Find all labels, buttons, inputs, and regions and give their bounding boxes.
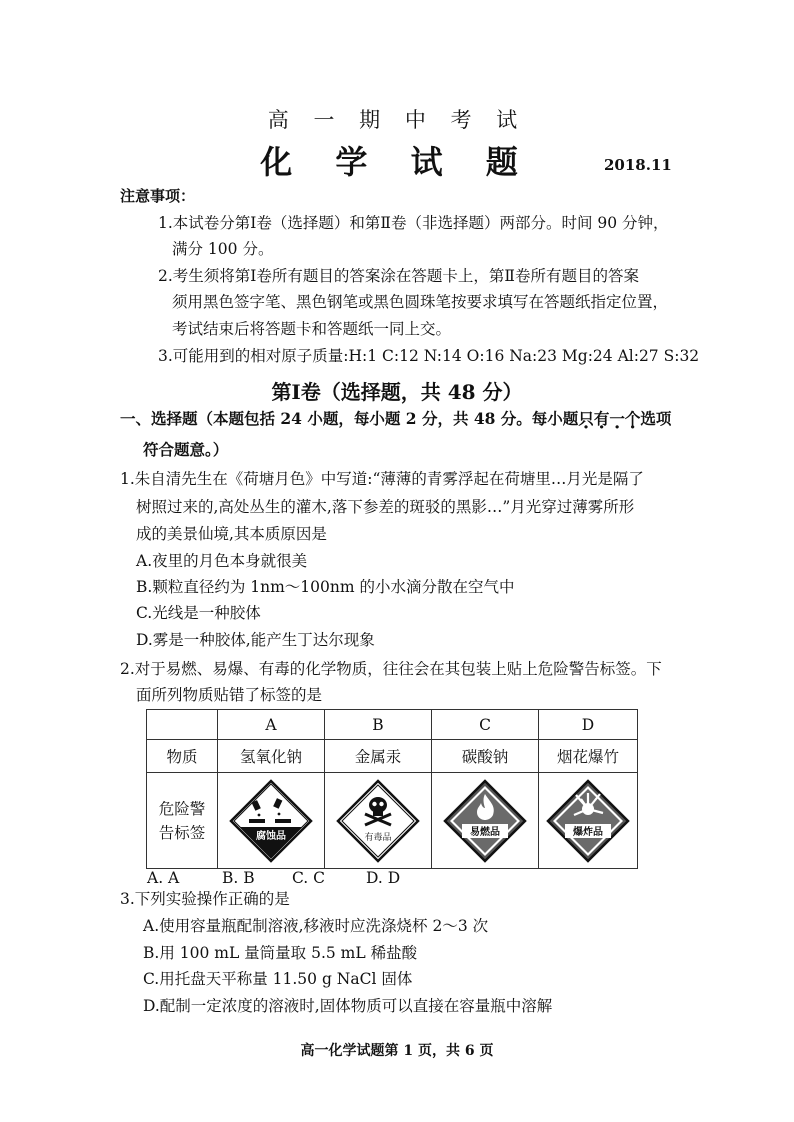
- notice-item-2-line-3: 考试结束后将答题卡和答题纸一同上交。: [172, 320, 452, 338]
- exam-subtitle: 高 一 期 中 考 试: [267, 108, 527, 132]
- q1-option-d: D.雾是一种胶体,能产生丁达尔现象: [136, 631, 375, 649]
- notice-item-2-line-2: 须用黑色签字笔、黑色钢笔或黑色圆珠笔按要求填写在答题纸指定位置，: [172, 293, 669, 311]
- section-title: 第Ⅰ卷（选择题，共 48 分）: [271, 380, 523, 404]
- substance-c: 碳酸钠: [432, 740, 539, 773]
- notice-item-1-line-1: 1.本试卷分第Ⅰ卷（选择题）和第Ⅱ卷（非选择题）两部分。时间 90 分钟，: [158, 214, 669, 232]
- explosive-sign-cell: [539, 773, 638, 869]
- explosion-icon: [546, 779, 630, 863]
- q3-stem: 3.下列实验操作正确的是: [120, 890, 290, 908]
- emphasis-char: 只: [578, 409, 594, 428]
- q1-stem-line-1: 1.朱自清先生在《荷塘月色》中写道:“薄薄的青雾浮起在荷塘里…月光是隔了: [120, 470, 644, 488]
- toxic-sign-cell: [325, 773, 432, 869]
- substance-a: 氢氧化钠: [218, 740, 325, 773]
- notice-heading: 注意事项：: [120, 187, 196, 205]
- exam-title: 化 学 试 题: [260, 143, 534, 181]
- substance-d: 烟花爆竹: [539, 740, 638, 773]
- q2-stem-line-2: 面所列物质贴错了标签的是: [136, 686, 323, 704]
- q2-option-c: C. C: [292, 869, 326, 887]
- row-label-substance: 物质: [147, 740, 218, 773]
- q2-option-d: D. D: [366, 869, 401, 887]
- q2-option-b: B. B: [222, 869, 255, 887]
- flammable-sign-cell: [432, 773, 539, 869]
- q1-option-b: B.颗粒直径约为 1nm～100nm 的小水滴分散在空气中: [136, 578, 515, 596]
- q1-stem-line-3: 成的美景仙境,其本质原因是: [136, 525, 327, 543]
- corrosive-sign-icon: [229, 779, 313, 863]
- flame-icon: [443, 779, 527, 863]
- hazard-label-table: [146, 709, 638, 869]
- sign-label-flammable: 易燃品: [470, 826, 500, 838]
- substance-b: 金属汞: [325, 740, 432, 773]
- column-header-a: A: [218, 710, 325, 740]
- q3-option-a: A.使用容量瓶配制溶液,移液时应洗涤烧杯 2～3 次: [143, 917, 489, 935]
- notice-item-3: 3.可能用到的相对原子质量:H:1 C:12 N:14 O:16 Na:23 Mg:24 Al:27 S:32: [158, 347, 700, 365]
- row-label-hazard-line-1: 危险警: [158, 799, 206, 818]
- row-label-hazard: [147, 773, 218, 869]
- section-instruction-line-1: [120, 406, 671, 432]
- q3-option-d: D.配制一定浓度的溶液时,固体物质可以直接在容量瓶中溶解: [143, 997, 553, 1015]
- sign-label-corrosive: 腐蚀品: [256, 830, 286, 842]
- column-header-d: D: [539, 710, 638, 740]
- page-footer: 高一化学试题第 1 页，共 6 页: [300, 1043, 494, 1059]
- row-label-hazard-line-2: 告标签: [158, 823, 206, 842]
- corrosive-sign-cell: [218, 773, 325, 869]
- sign-label-explosive: 爆炸品: [573, 826, 603, 838]
- emphasis-char: 一: [609, 409, 625, 428]
- q1-option-c: C.光线是一种胶体: [136, 604, 261, 622]
- instruction-text: 选项: [640, 409, 672, 428]
- column-header-c: C: [432, 710, 539, 740]
- emphasis-char: 个: [624, 409, 641, 428]
- q1-option-a: A.夜里的月色本身就很美: [136, 552, 308, 570]
- table-corner-cell: [147, 710, 218, 740]
- notice-item-1-line-2: 满分 100 分。: [172, 240, 274, 258]
- column-header-b: B: [325, 710, 432, 740]
- q3-option-b: B.用 100 mL 量筒量取 5.5 mL 稀盐酸: [143, 944, 418, 962]
- q3-option-c: C.用托盘天平称量 11.50 g NaCl 固体: [143, 970, 413, 988]
- q2-option-a: A. A: [147, 869, 180, 887]
- emphasis-char: 有: [593, 409, 610, 428]
- sign-label-toxic: 有毒品: [364, 832, 392, 843]
- q2-stem-line-1: 2.对于易燃、易爆、有毒的化学物质，往往会在其包装上贴上危险警告标签。下: [120, 660, 662, 678]
- section-instruction-line-2: 符合题意。）: [143, 440, 229, 459]
- notice-item-2-line-1: 2.考生须将第Ⅰ卷所有题目的答案涂在答题卡上，第Ⅱ卷所有题目的答案: [158, 267, 639, 285]
- exam-date: 2018.11: [604, 156, 672, 174]
- skull-crossbones-icon: [336, 779, 420, 863]
- instruction-text: 一、选择题（本题包括 24 小题，每小题 2 分，共 48 分。每小题: [120, 409, 579, 428]
- q1-stem-line-2: 树照过来的,高处丛生的灌木,落下参差的斑驳的黑影…”月光穿过薄雾所形: [136, 498, 635, 516]
